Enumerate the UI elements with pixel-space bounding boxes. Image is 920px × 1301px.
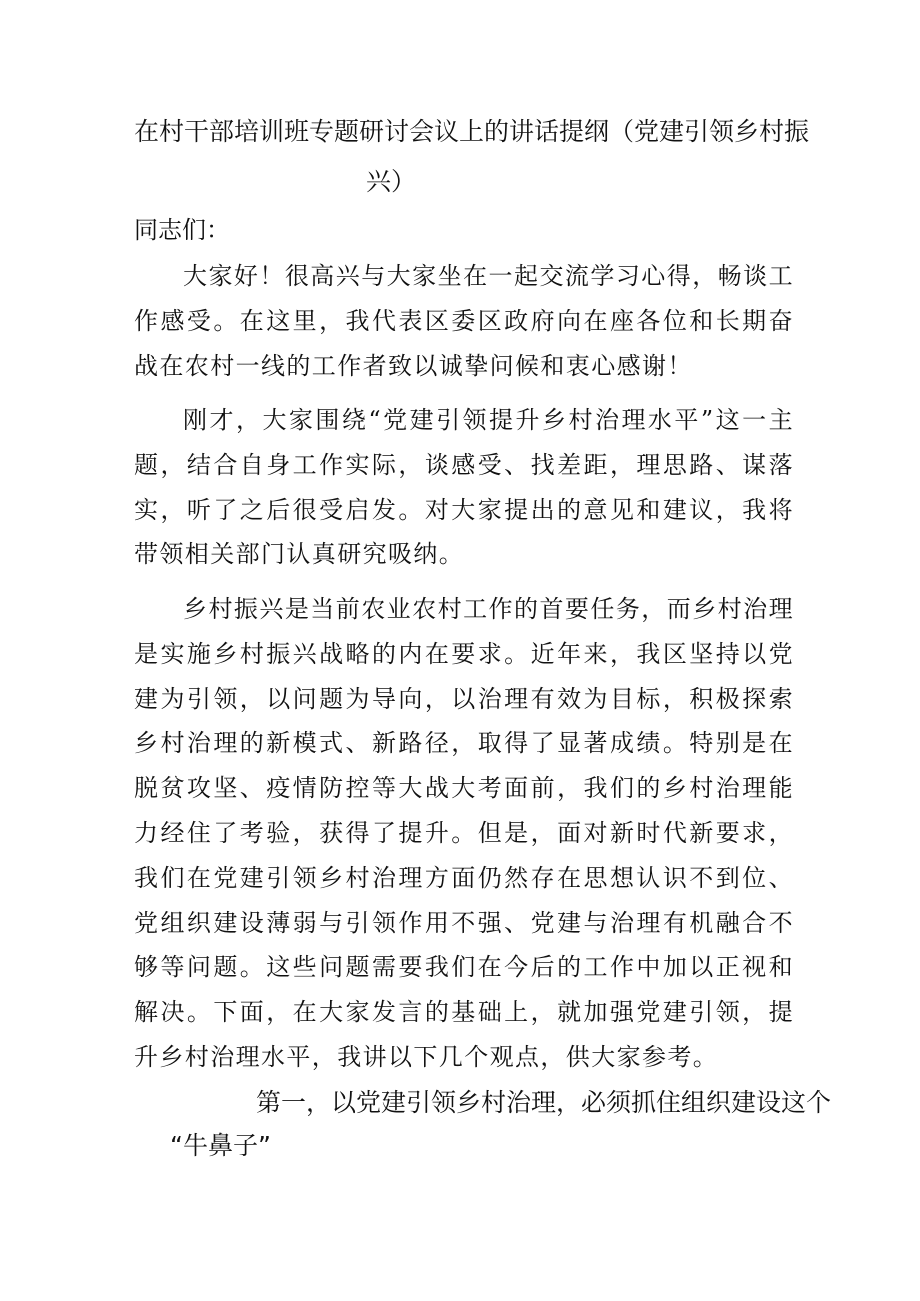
document-title-line-1: 在村干部培训班专题研讨会议上的讲话提纲（党建引领乡村振 (134, 117, 810, 146)
section-heading-line-1: 第一，以党建引领乡村治理，必须抓住组织建设这个 (256, 1088, 832, 1117)
paragraph-greeting: 大家好！很高兴与大家坐在一起交流学习心得，畅谈工作感受。在这里，我代表区委区政府向在座各位和长期奋战在农村一线的工作者致以诚挚问候和衷心感谢！ (134, 262, 794, 380)
section-heading-line-2: “牛鼻子” (170, 1131, 271, 1160)
paragraph-rural-governance: 乡村振兴是当前农业农村工作的首要任务，而乡村治理是实施乡村振兴战略的内在要求。近年来，我区坚持以党建为引领，以问题为导向，以治理有效为目标，积极探索乡村治理的新模式、新路径，取得了显著成绩。特别是在脱贫攻坚、疫情防控等大战大考面前，我们的乡村治理能力经住了考验，获得了提升。但是，面对新时代新要求，我们在党建引领乡村治理方面仍然存在思想认识不到位、党组织建设薄弱与引领作用不强、党建与治理有机融合不够等问题。这些问题需要我们在今后的工作中加以正视和解决。下面，在大家发言的基础上，就加强党建引领，提升乡村治理水平，我讲以下几个观点，供大家参考。 (134, 595, 794, 1071)
salutation: 同志们： (134, 216, 230, 244)
document-title-line-2: 兴） (366, 167, 417, 196)
paragraph-discussion-summary: 刚才，大家围绕“党建引领提升乡村治理水平”这一主题，结合自身工作实际，谈感受、找差距，理思路、谋落实，听了之后很受启发。对大家提出的意见和建议，我将带领相关部门认真研究吸纳。 (134, 406, 794, 569)
